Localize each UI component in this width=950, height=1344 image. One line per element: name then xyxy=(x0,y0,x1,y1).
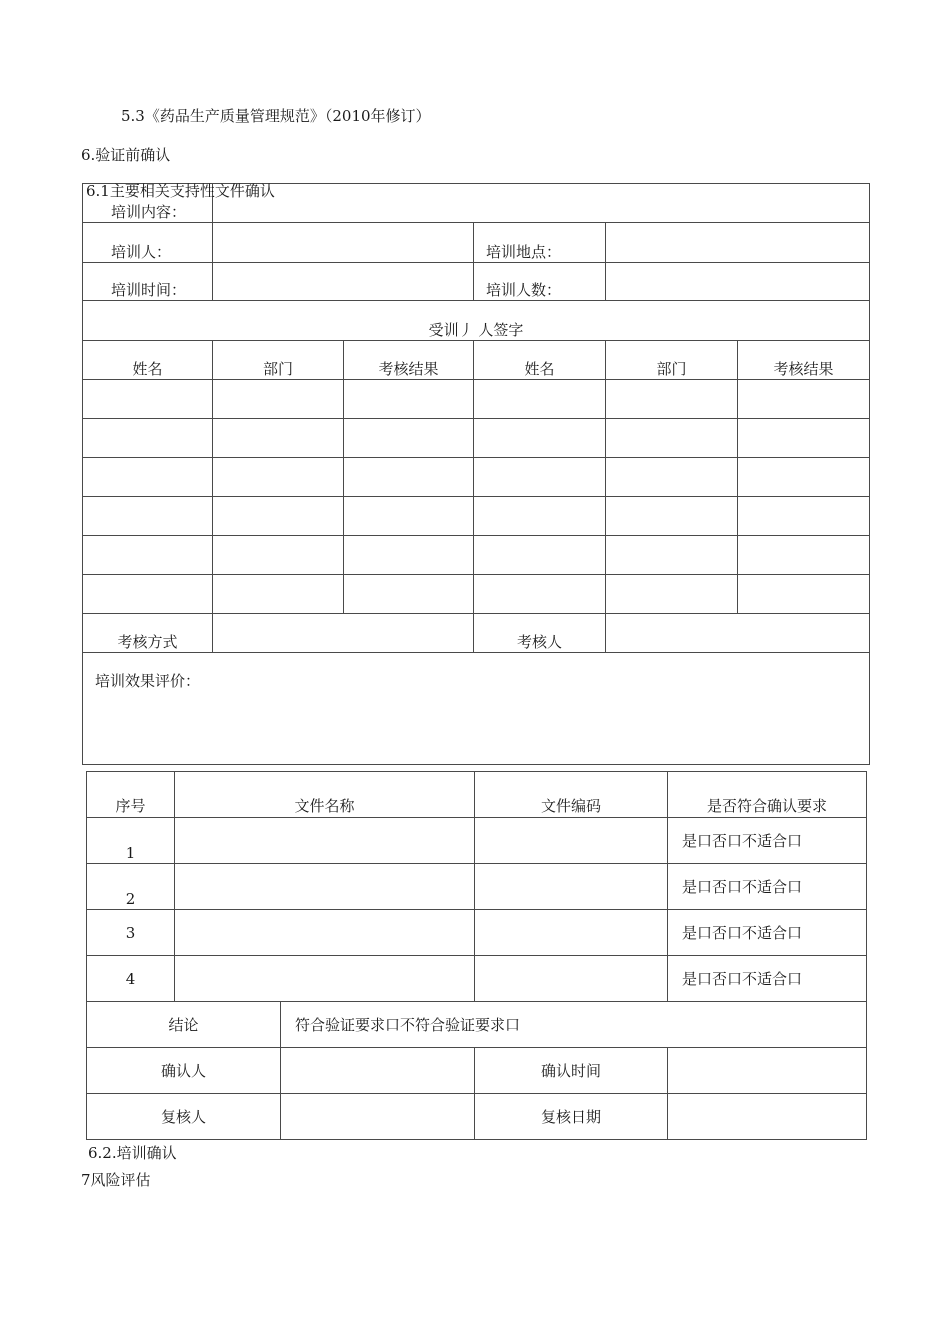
signature-cell[interactable] xyxy=(83,458,213,497)
doc-code-cell[interactable] xyxy=(475,818,668,864)
section-5-3-heading: 5.3《药品生产质量管理规范》（2010年修订） xyxy=(121,107,431,125)
signature-row xyxy=(83,536,870,575)
signature-cell[interactable] xyxy=(213,419,344,458)
signature-cell[interactable] xyxy=(474,497,606,536)
signature-cell[interactable] xyxy=(738,419,870,458)
doc-row xyxy=(87,956,867,1002)
section-6-heading: 6.验证前确认 xyxy=(81,146,171,164)
doc-conform-check[interactable]: 是口否口不适合口 xyxy=(668,956,867,1002)
training-location-label: 培训地点： xyxy=(474,223,606,263)
reviewer-field[interactable] xyxy=(281,1094,475,1140)
documents-table xyxy=(86,771,867,1140)
signature-cell[interactable] xyxy=(738,497,870,536)
doc-row-no: 2 xyxy=(87,864,175,910)
doc-row-no: 1 xyxy=(87,818,175,864)
training-time-label: 培训时间： xyxy=(83,263,213,301)
signature-row xyxy=(83,380,870,419)
examiner-field[interactable] xyxy=(606,614,870,653)
doc-conform-check[interactable]: 是口否口不适合口 xyxy=(668,864,867,910)
signature-cell[interactable] xyxy=(213,575,344,614)
section-7-heading: 7风险评估 xyxy=(81,1171,151,1189)
section-6-2-heading: 6.2.培训确认 xyxy=(88,1144,177,1162)
signature-cell[interactable] xyxy=(474,536,606,575)
doc-row xyxy=(87,864,867,910)
signature-cell[interactable] xyxy=(344,536,474,575)
signature-cell[interactable] xyxy=(474,419,606,458)
signature-cell[interactable] xyxy=(738,458,870,497)
section-6-1-heading: 6.1主要相关支持性文件确认 xyxy=(86,182,275,200)
signature-cell[interactable] xyxy=(83,575,213,614)
doc-col-no: 序号 xyxy=(87,772,175,818)
training-count-label: 培训人数： xyxy=(474,263,606,301)
signature-title: 受训丿 人签字 xyxy=(83,301,870,341)
signature-cell[interactable] xyxy=(606,575,738,614)
signature-cell[interactable] xyxy=(83,419,213,458)
signature-row xyxy=(83,419,870,458)
col-header-result: 考核结果 xyxy=(738,341,870,380)
signature-cell[interactable] xyxy=(474,458,606,497)
reviewer-label: 复核人 xyxy=(87,1094,281,1140)
trainer-field[interactable] xyxy=(213,223,474,263)
signature-row xyxy=(83,497,870,536)
signature-cell[interactable] xyxy=(606,419,738,458)
conclusion-label: 结论 xyxy=(87,1002,281,1048)
signature-cell[interactable] xyxy=(213,458,344,497)
training-time-field[interactable] xyxy=(213,263,474,301)
doc-row xyxy=(87,818,867,864)
col-header-result: 考核结果 xyxy=(344,341,474,380)
signature-cell[interactable] xyxy=(474,380,606,419)
doc-conform-check[interactable]: 是口否口不适合口 xyxy=(668,818,867,864)
col-header-dept: 部门 xyxy=(606,341,738,380)
signature-cell[interactable] xyxy=(606,458,738,497)
signature-cell[interactable] xyxy=(606,497,738,536)
signature-cell[interactable] xyxy=(474,575,606,614)
training-content-label: 培训内容： xyxy=(83,184,213,223)
exam-method-label: 考核方式 xyxy=(83,614,213,653)
signature-cell[interactable] xyxy=(83,536,213,575)
confirm-time-field[interactable] xyxy=(668,1048,867,1094)
doc-name-cell[interactable] xyxy=(175,910,475,956)
evaluation-label: 培训效果评价： xyxy=(95,672,201,690)
signature-cell[interactable] xyxy=(738,575,870,614)
signature-cell[interactable] xyxy=(344,419,474,458)
signature-cell[interactable] xyxy=(606,380,738,419)
confirm-time-label: 确认时间 xyxy=(475,1048,668,1094)
signature-cell[interactable] xyxy=(738,380,870,419)
doc-name-cell[interactable] xyxy=(175,956,475,1002)
doc-code-cell[interactable] xyxy=(475,910,668,956)
doc-code-cell[interactable] xyxy=(475,956,668,1002)
doc-col-name: 文件名称 xyxy=(175,772,475,818)
signature-cell[interactable] xyxy=(213,536,344,575)
evaluation-cell[interactable] xyxy=(83,653,870,765)
confirmer-field[interactable] xyxy=(281,1048,475,1094)
doc-name-cell[interactable] xyxy=(175,818,475,864)
signature-cell[interactable] xyxy=(606,536,738,575)
training-content-field[interactable] xyxy=(213,184,870,223)
col-header-name: 姓名 xyxy=(474,341,606,380)
col-header-name: 姓名 xyxy=(83,341,213,380)
confirmer-label: 确认人 xyxy=(87,1048,281,1094)
training-location-field[interactable] xyxy=(606,223,870,263)
doc-row-no: 3 xyxy=(87,910,175,956)
doc-name-cell[interactable] xyxy=(175,864,475,910)
signature-cell[interactable] xyxy=(83,380,213,419)
signature-cell[interactable] xyxy=(83,497,213,536)
training-table xyxy=(82,183,870,765)
signature-cell[interactable] xyxy=(344,458,474,497)
training-count-field[interactable] xyxy=(606,263,870,301)
signature-row xyxy=(83,575,870,614)
review-date-field[interactable] xyxy=(668,1094,867,1140)
signature-cell[interactable] xyxy=(213,380,344,419)
col-header-dept: 部门 xyxy=(213,341,344,380)
conclusion-check[interactable]: 符合验证要求口不符合验证要求口 xyxy=(281,1002,867,1048)
doc-code-cell[interactable] xyxy=(475,864,668,910)
doc-col-conform: 是否符合确认要求 xyxy=(668,772,867,818)
signature-row xyxy=(83,458,870,497)
trainer-label: 培训人： xyxy=(83,223,213,263)
signature-cell[interactable] xyxy=(344,575,474,614)
doc-conform-check[interactable]: 是口否口不适合口 xyxy=(668,910,867,956)
doc-row xyxy=(87,910,867,956)
exam-method-field[interactable] xyxy=(213,614,474,653)
signature-cell[interactable] xyxy=(213,497,344,536)
signature-cell[interactable] xyxy=(344,380,474,419)
examiner-label: 考核人 xyxy=(474,614,606,653)
signature-cell[interactable] xyxy=(344,497,474,536)
doc-col-code: 文件编码 xyxy=(475,772,668,818)
review-date-label: 复核日期 xyxy=(475,1094,668,1140)
signature-cell[interactable] xyxy=(738,536,870,575)
doc-row-no: 4 xyxy=(87,956,175,1002)
